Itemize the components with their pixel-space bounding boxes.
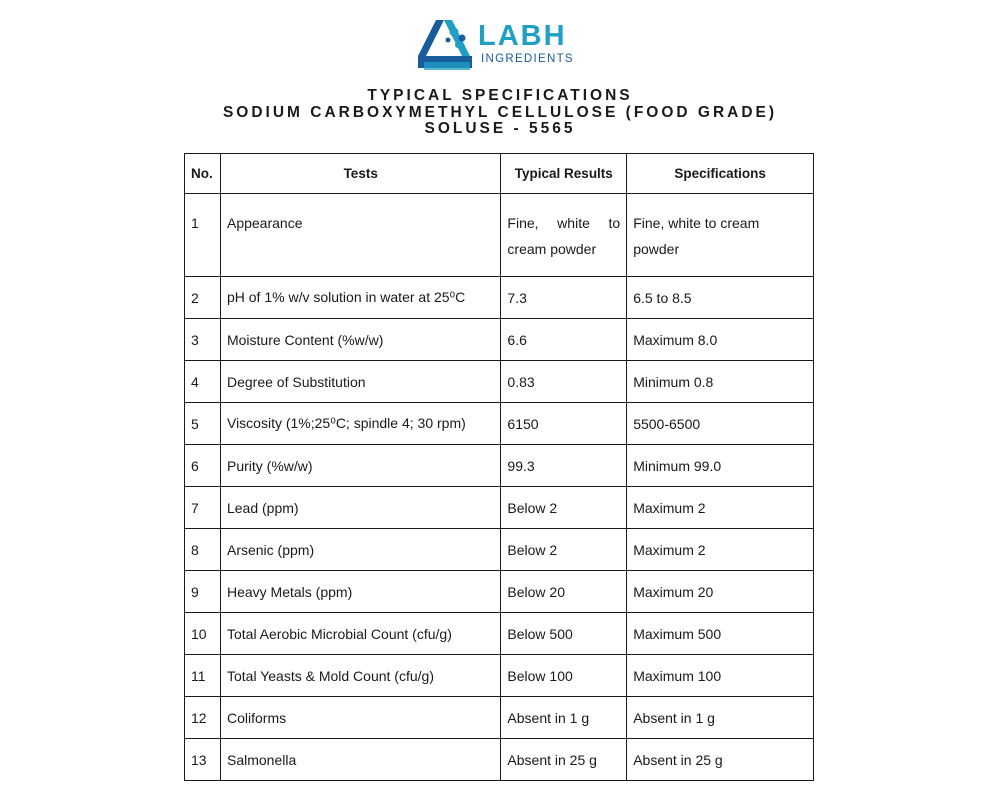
row-spec: Maximum 20 bbox=[627, 571, 814, 613]
row-no: 7 bbox=[185, 487, 221, 529]
header-specifications: Specifications bbox=[627, 154, 814, 194]
row-result: Below 20 bbox=[501, 571, 627, 613]
row-no: 4 bbox=[185, 361, 221, 403]
row-result: 99.3 bbox=[501, 445, 627, 487]
row-test: Degree of Substitution bbox=[220, 361, 500, 403]
row-spec: Absent in 1 g bbox=[627, 697, 814, 739]
table-row bbox=[185, 445, 814, 487]
row-no: 10 bbox=[185, 613, 221, 655]
row-spec: Maximum 2 bbox=[627, 529, 814, 571]
row-test: Appearance bbox=[220, 194, 500, 277]
specifications-table bbox=[184, 153, 814, 781]
table-row bbox=[185, 739, 814, 781]
table-row bbox=[185, 319, 814, 361]
row-spec: 6.5 to 8.5 bbox=[627, 277, 814, 319]
header-no: No. bbox=[185, 154, 221, 194]
row-test: Coliforms bbox=[220, 697, 500, 739]
row-no: 13 bbox=[185, 739, 221, 781]
row-result: Below 100 bbox=[501, 655, 627, 697]
row-result: Below 500 bbox=[501, 613, 627, 655]
table-row bbox=[185, 529, 814, 571]
row-no: 6 bbox=[185, 445, 221, 487]
row-spec: Maximum 100 bbox=[627, 655, 814, 697]
row-test: Moisture Content (%w/w) bbox=[220, 319, 500, 361]
company-logo bbox=[414, 18, 586, 74]
row-spec: Maximum 8.0 bbox=[627, 319, 814, 361]
table-row bbox=[185, 487, 814, 529]
row-no: 9 bbox=[185, 571, 221, 613]
row-result: 6.6 bbox=[501, 319, 627, 361]
logo-sub-text: INGREDIENTS bbox=[481, 53, 574, 65]
flask-molecule-icon bbox=[414, 18, 476, 74]
row-test: Arsenic (ppm) bbox=[220, 529, 500, 571]
row-no: 11 bbox=[185, 655, 221, 697]
row-spec: 5500-6500 bbox=[627, 403, 814, 445]
row-test: pH of 1% w/v solution in water at 25⁰C bbox=[220, 277, 500, 319]
row-test: Lead (ppm) bbox=[220, 487, 500, 529]
row-spec: Absent in 25 g bbox=[627, 739, 814, 781]
row-result: Fine, white to cream powder bbox=[501, 194, 627, 277]
row-result: 6150 bbox=[501, 403, 627, 445]
row-test: Total Aerobic Microbial Count (cfu/g) bbox=[220, 613, 500, 655]
title-line-3: SOLUSE - 5565 bbox=[424, 120, 576, 137]
row-result: Below 2 bbox=[501, 529, 627, 571]
table-row bbox=[185, 361, 814, 403]
title-line-1: TYPICAL SPECIFICATIONS bbox=[367, 87, 633, 104]
row-no: 2 bbox=[185, 277, 221, 319]
row-no: 8 bbox=[185, 529, 221, 571]
row-test: Salmonella bbox=[220, 739, 500, 781]
header-tests: Tests bbox=[220, 154, 500, 194]
row-spec: Fine, white to cream powder bbox=[627, 194, 814, 277]
table-row bbox=[185, 194, 814, 277]
row-spec: Minimum 99.0 bbox=[627, 445, 814, 487]
table-header-row bbox=[185, 154, 814, 194]
row-result: 7.3 bbox=[501, 277, 627, 319]
table-row bbox=[185, 613, 814, 655]
row-result: Below 2 bbox=[501, 487, 627, 529]
header-typical-results: Typical Results bbox=[501, 154, 627, 194]
table-row bbox=[185, 655, 814, 697]
title-line-2: SODIUM CARBOXYMETHYL CELLULOSE (FOOD GRADE) bbox=[222, 103, 778, 121]
table-row bbox=[185, 277, 814, 319]
logo-brand-text: LABH bbox=[478, 20, 567, 52]
row-spec: Minimum 0.8 bbox=[627, 361, 814, 403]
row-result: 0.83 bbox=[501, 361, 627, 403]
table-row bbox=[185, 571, 814, 613]
row-no: 5 bbox=[185, 403, 221, 445]
row-test: Heavy Metals (ppm) bbox=[220, 571, 500, 613]
row-spec: Maximum 500 bbox=[627, 613, 814, 655]
table-row bbox=[185, 697, 814, 739]
row-test: Purity (%w/w) bbox=[220, 445, 500, 487]
row-test: Viscosity (1%;25⁰C; spindle 4; 30 rpm) bbox=[220, 403, 500, 445]
row-spec: Maximum 2 bbox=[627, 487, 814, 529]
table-row bbox=[185, 403, 814, 445]
row-no: 3 bbox=[185, 319, 221, 361]
row-result: Absent in 25 g bbox=[501, 739, 627, 781]
row-no: 12 bbox=[185, 697, 221, 739]
row-no: 1 bbox=[185, 194, 221, 277]
row-test: Total Yeasts & Mold Count (cfu/g) bbox=[220, 655, 500, 697]
row-result: Absent in 1 g bbox=[501, 697, 627, 739]
document-title bbox=[0, 88, 1000, 138]
